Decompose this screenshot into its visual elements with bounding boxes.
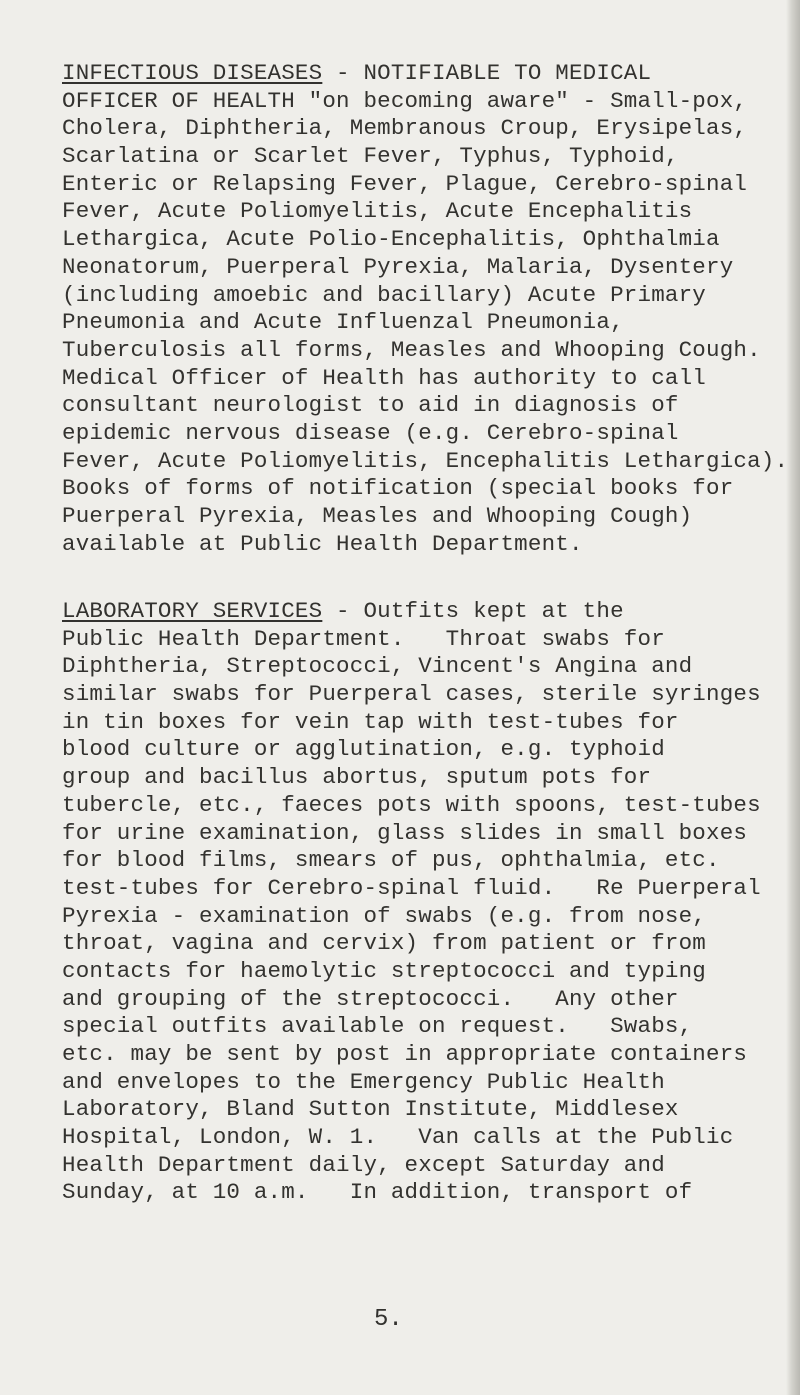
text-line: special outfits available on request. Swabs, xyxy=(62,1013,693,1040)
text-line: Neonatorum, Puerperal Pyrexia, Malaria, Dysentery xyxy=(62,253,734,280)
text-line: Medical Officer of Health has authority to call xyxy=(62,364,707,391)
text-line: Hospital, London, W. 1. Van calls at the Public xyxy=(62,1124,734,1151)
text-line: Fever, Acute Poliomyelitis, Acute Encephalitis xyxy=(62,198,693,225)
paragraph-heading-line xyxy=(62,60,788,88)
heading-continuation: - Outfits kept at the xyxy=(322,598,624,624)
text-line: test-tubes for Cerebro-spinal fluid. Re Puerperal xyxy=(62,874,761,901)
infectious-diseases-paragraph xyxy=(62,60,788,558)
text-line: in tin boxes for vein tap with test-tubes for xyxy=(62,708,679,735)
text-line: throat, vagina and cervix) from patient or from xyxy=(62,930,707,957)
text-line: available at Public Health Department. xyxy=(62,530,583,557)
text-line: Enteric or Relapsing Fever, Plague, Cerebro-spinal xyxy=(62,170,748,197)
text-line: group and bacillus abortus, sputum pots for xyxy=(62,764,652,791)
page-number: 5. xyxy=(374,1306,403,1333)
text-line: similar swabs for Puerperal cases, sterile syringes xyxy=(62,681,761,708)
text-line: blood culture or agglutination, e.g. typhoid xyxy=(62,736,665,763)
text-line: Diphtheria, Streptococci, Vincent's Angina and xyxy=(62,653,693,680)
paragraph-heading-line xyxy=(62,598,761,626)
text-line: Cholera, Diphtheria, Membranous Croup, Erysipelas, xyxy=(62,115,748,142)
text-line: Fever, Acute Poliomyelitis, Encephalitis Lethargica). xyxy=(62,447,789,474)
text-line: for blood films, smears of pus, ophthalmia, etc. xyxy=(62,847,720,874)
text-line: Scarlatina or Scarlet Fever, Typhus, Typhoid, xyxy=(62,143,679,170)
text-line: tubercle, etc., faeces pots with spoons, test-tubes xyxy=(62,791,761,818)
text-line: contacts for haemolytic streptococci and typing xyxy=(62,957,707,984)
text-line: and envelopes to the Emergency Public Health xyxy=(62,1068,665,1095)
text-line: Sunday, at 10 a.m. In addition, transport of xyxy=(62,1179,693,1206)
text-line: Public Health Department. Throat swabs for xyxy=(62,625,665,652)
text-line: (including amoebic and bacillary) Acute Primary xyxy=(62,281,707,308)
text-line: consultant neurologist to aid in diagnosis of xyxy=(62,392,679,419)
text-line: epidemic nervous disease (e.g. Cerebro-spinal xyxy=(62,419,679,446)
text-line: Tuberculosis all forms, Measles and Whooping Cough. xyxy=(62,336,761,363)
text-line: Pneumonia and Acute Influenzal Pneumonia, xyxy=(62,309,624,336)
text-line: for urine examination, glass slides in small boxes xyxy=(62,819,748,846)
text-line: Pyrexia - examination of swabs (e.g. from nose, xyxy=(62,902,707,929)
text-line: etc. may be sent by post in appropriate containers xyxy=(62,1041,748,1067)
text-line: Books of forms of notification (special books for xyxy=(62,475,734,502)
text-line: Lethargica, Acute Polio-Encephalitis, Ophthalmia xyxy=(62,226,720,253)
laboratory-services-heading: LABORATORY SERVICES xyxy=(62,598,323,624)
text-line: Laboratory, Bland Sutton Institute, Middlesex xyxy=(62,1096,679,1123)
heading-continuation: - NOTIFIABLE TO MEDICAL xyxy=(322,60,652,86)
text-line: and grouping of the streptococci. Any other xyxy=(62,985,679,1012)
text-line: Health Department daily, except Saturday and xyxy=(62,1151,665,1178)
infectious-diseases-heading: INFECTIOUS DISEASES xyxy=(62,60,323,86)
text-line: OFFICER OF HEALTH "on becoming aware" - Small-pox, xyxy=(62,87,748,114)
text-line: Puerperal Pyrexia, Measles and Whooping Cough) xyxy=(62,503,693,529)
laboratory-services-paragraph xyxy=(62,598,761,1207)
